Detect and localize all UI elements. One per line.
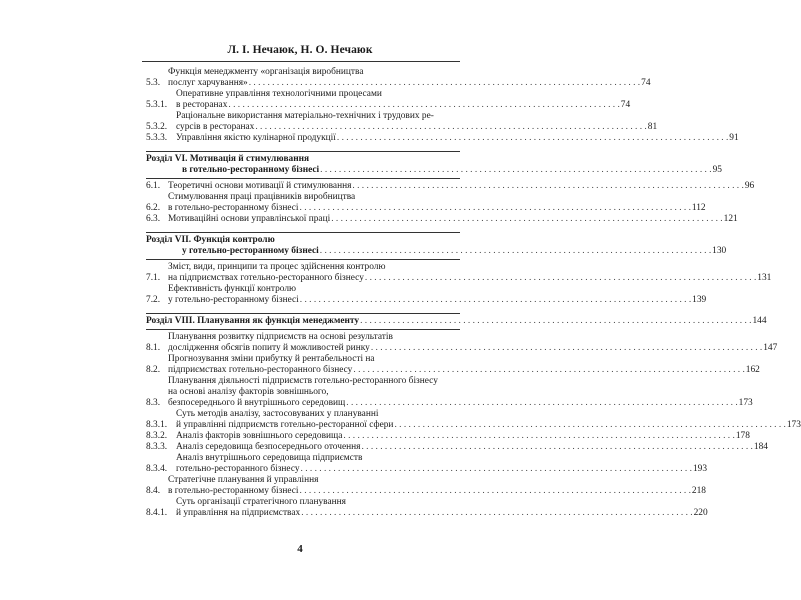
- toc-entry: [146, 475, 706, 497]
- dot-leader: . . . . . . . . . . . . . . . . . . . . . . . . . . . . . . . . . . . . . . . . . . . . . . . . . . . . . . . . . . . . . . . . . . . . . . . . . . . . . . . . . . . .: [336, 133, 729, 143]
- dot-leader: . . . . . . . . . . . . . . . . . . . . . . . . . . . . . . . . . . . . . . . . . . . . . . . . . . . . . . . . . . . . . . . . . . . . . . . . . . . . . . . . . . . .: [346, 398, 738, 408]
- entry-title-line: в ресторанах: [176, 100, 228, 110]
- toc-entry: [146, 442, 768, 453]
- dot-leader: . . . . . . . . . . . . . . . . . . . . . . . . . . . . . . . . . . . . . . . . . . . . . . . . . . . . . . . . . . . . . . . . . . . . . . . . . . . . . . . . . . . .: [353, 365, 745, 375]
- dot-leader: . . . . . . . . . . . . . . . . . . . . . . . . . . . . . . . . . . . . . . . . . . . . . . . . . . . . . . . . . . . . . . . . . . . . . . . . . . . . . . . . . . . .: [370, 343, 763, 353]
- section-gap: [146, 144, 460, 151]
- entry-number: 6.1.: [146, 181, 161, 191]
- entry-title-line: й управління на підприємствах: [176, 508, 301, 518]
- entry-page-number: 178: [735, 431, 750, 441]
- entry-title-line: Теоретичні основи мотивації й стимулювання: [168, 181, 352, 191]
- entry-title-line: Розділ VIII. Планування як функція менеджменту: [146, 316, 360, 326]
- section-rule: [146, 151, 460, 152]
- dot-leader: . . . . . . . . . . . . . . . . . . . . . . . . . . . . . . . . . . . . . . . . . . . . . . . . . . . . . . . . . . . . . . . . . . . . . . . . . . . . . . . . . . . .: [394, 420, 786, 430]
- toc-entry: [146, 409, 801, 431]
- entry-title-line: в готельно-ресторанному бізнесі: [168, 486, 299, 496]
- entry-title-line: Зміст, види, принципи та процес здійснення контролю: [168, 262, 386, 272]
- entry-title-line: Аналіз внутрішнього середовища підприємств: [176, 453, 363, 463]
- entry-title-line: підприємствах готельно-ресторанного бізнесу: [168, 365, 353, 375]
- entry-title-line: Прогнозування зміни прибутку й рентабельності на: [168, 354, 375, 364]
- entry-number: 5.3.: [146, 78, 161, 88]
- entry-page-number: 139: [692, 295, 707, 305]
- entry-number: 8.2.: [146, 365, 161, 375]
- entry-title-line: в готельно-ресторанному бізнесі: [168, 203, 299, 213]
- entry-title-line: дослідження обсягів попиту й можливостей ринку: [168, 343, 370, 353]
- entry-title-line: Мотиваційні основи управлінської праці: [168, 214, 331, 224]
- dot-leader: . . . . . . . . . . . . . . . . . . . . . . . . . . . . . . . . . . . . . . . . . . . . . . . . . . . . . . . . . . . . . . . . . . . . . . . . . . . . . . . . . . . .: [301, 508, 693, 518]
- toc-entry: [146, 111, 658, 133]
- entry-page-number: 112: [691, 203, 706, 213]
- entry-page-number: 173: [738, 398, 753, 408]
- toc-section-entry: [146, 154, 722, 176]
- entry-page-number: 74: [620, 100, 631, 110]
- dot-leader: . . . . . . . . . . . . . . . . . . . . . . . . . . . . . . . . . . . . . . . . . . . . . . . . . . . . . . . . . . . . . . . . . . . . . . . . . . . . . . . . . . . .: [228, 100, 620, 110]
- toc-section-entry: [146, 235, 727, 257]
- toc-entry: [146, 497, 708, 519]
- dot-leader: . . . . . . . . . . . . . . . . . . . . . . . . . . . . . . . . . . . . . . . . . . . . . . . . . . . . . . . . . . . . . . . . . . . . . . . . . . . . . . . . . . . .: [360, 316, 752, 326]
- entry-title-line: готельно-ресторанного бізнесу: [176, 464, 300, 474]
- entry-number: 8.3.3.: [146, 442, 168, 452]
- dot-leader: . . . . . . . . . . . . . . . . . . . . . . . . . . . . . . . . . . . . . . . . . . . . . . . . . . . . . . . . . . . . . . . . . . . . . . . . . . . . . . . . . . . .: [319, 246, 712, 256]
- dot-leader: . . . . . . . . . . . . . . . . . . . . . . . . . . . . . . . . . . . . . . . . . . . . . . . . . . . . . . . . . . . . . . . . . . . . . . . . . . . . . . . . . . . .: [364, 273, 757, 283]
- entry-title-line: безпосереднього й внутрішнього середовищ: [168, 398, 346, 408]
- entry-title-line: у готельно-ресторанному бізнесі: [168, 295, 299, 305]
- entry-page-number: 173: [786, 420, 801, 430]
- toc-entry: [146, 431, 750, 442]
- entry-number: 7.2.: [146, 295, 161, 305]
- running-header: Л. І. Нечаюк, Н. О. Нечаюк: [227, 44, 373, 56]
- toc-entry: [146, 89, 631, 111]
- entry-page-number: 184: [753, 442, 768, 452]
- toc-section-entry: [146, 316, 767, 327]
- entry-title-line: Аналіз факторів зовнішнього середовища: [176, 431, 343, 441]
- toc-entry: [146, 67, 651, 89]
- dot-leader: . . . . . . . . . . . . . . . . . . . . . . . . . . . . . . . . . . . . . . . . . . . . . . . . . . . . . . . . . . . . . . . . . . . . . . . . . . . . . . . . . . . .: [299, 203, 691, 213]
- section-rule: [146, 232, 460, 233]
- entry-number: 8.1.: [146, 343, 161, 353]
- dot-leader: . . . . . . . . . . . . . . . . . . . . . . . . . . . . . . . . . . . . . . . . . . . . . . . . . . . . . . . . . . . . . . . . . . . . . . . . . . . . . . . . . . . .: [331, 214, 723, 224]
- entry-title-line: Аналіз середовища безпосереднього оточення: [176, 442, 361, 452]
- dot-leader: . . . . . . . . . . . . . . . . . . . . . . . . . . . . . . . . . . . . . . . . . . . . . . . . . . . . . . . . . . . . . . . . . . . . . . . . . . . . . . . . . . . .: [352, 181, 744, 191]
- table-of-contents: [146, 67, 801, 519]
- entry-title-line: Суть організації стратегічного планування: [176, 497, 346, 507]
- dot-leader: . . . . . . . . . . . . . . . . . . . . . . . . . . . . . . . . . . . . . . . . . . . . . . . . . . . . . . . . . . . . . . . . . . . . . . . . . . . . . . . . . . . .: [299, 486, 691, 496]
- entry-title-line: Планування діяльності підприємств готельно-ресторанного бізнесу: [168, 376, 438, 386]
- toc-entry: [146, 453, 708, 475]
- entry-title-line: сурсів в ресторанах: [176, 122, 255, 132]
- dot-leader: . . . . . . . . . . . . . . . . . . . . . . . . . . . . . . . . . . . . . . . . . . . . . . . . . . . . . . . . . . . . . . . . . . . . . . . . . . . . . . . . . . . .: [343, 431, 735, 441]
- entry-page-number: 144: [752, 316, 767, 326]
- dot-leader: . . . . . . . . . . . . . . . . . . . . . . . . . . . . . . . . . . . . . . . . . . . . . . . . . . . . . . . . . . . . . . . . . . . . . . . . . . . . . . . . . . . .: [300, 464, 692, 474]
- section-gap: [146, 225, 460, 232]
- entry-page-number: 193: [692, 464, 708, 474]
- dot-leader: . . . . . . . . . . . . . . . . . . . . . . . . . . . . . . . . . . . . . . . . . . . . . . . . . . . . . . . . . . . . . . . . . . . . . . . . . . . . . . . . . . . .: [361, 442, 753, 452]
- entry-page-number: 95: [712, 165, 722, 175]
- entry-number: 6.2.: [146, 203, 161, 213]
- entry-page-number: 96: [744, 181, 755, 191]
- dot-leader: . . . . . . . . . . . . . . . . . . . . . . . . . . . . . . . . . . . . . . . . . . . . . . . . . . . . . . . . . . . . . . . . . . . . . . . . . . . . . . . . . . . .: [320, 165, 712, 175]
- toc-entry: [146, 284, 707, 306]
- entry-page-number: 162: [745, 365, 760, 375]
- entry-number: 8.3.2.: [146, 431, 168, 441]
- entry-number: 8.4.: [146, 486, 161, 496]
- entry-title-line: Стимулювання праці працівників виробництва: [168, 192, 356, 202]
- entry-page-number: 220: [693, 508, 708, 518]
- entry-title-line: й управлінні підприємств готельно-ресторанної сфери: [176, 420, 394, 430]
- header-rule: [142, 61, 460, 62]
- entry-number: 5.3.2.: [146, 122, 168, 132]
- dot-leader: . . . . . . . . . . . . . . . . . . . . . . . . . . . . . . . . . . . . . . . . . . . . . . . . . . . . . . . . . . . . . . . . . . . . . . . . . . . . . . . . . . . .: [255, 122, 647, 132]
- entry-title-line: Планування розвитку підприємств на основі результатів: [168, 332, 393, 342]
- entry-page-number: 218: [691, 486, 706, 496]
- entry-title-line: на підприємствах готельно-ресторанного бізнесу: [168, 273, 364, 283]
- entry-page-number: 131: [757, 273, 772, 283]
- toc-entry: [146, 354, 760, 376]
- dot-leader: . . . . . . . . . . . . . . . . . . . . . . . . . . . . . . . . . . . . . . . . . . . . . . . . . . . . . . . . . . . . . . . . . . . . . . . . . . . . . . . . . . . .: [248, 78, 641, 88]
- section-rule: [146, 178, 460, 179]
- entry-page-number: 121: [723, 214, 738, 224]
- page-number: 4: [297, 543, 303, 555]
- toc-entry: [146, 262, 772, 284]
- entry-title-line: Ефективність функції контролю: [168, 284, 297, 294]
- section-gap: [146, 306, 460, 313]
- entry-title-line: Раціональне використання матеріально-технічних і трудових ре-: [176, 111, 434, 121]
- entry-number: 8.4.1.: [146, 508, 168, 518]
- toc-entry: [146, 181, 755, 192]
- dot-leader: . . . . . . . . . . . . . . . . . . . . . . . . . . . . . . . . . . . . . . . . . . . . . . . . . . . . . . . . . . . . . . . . . . . . . . . . . . . . . . . . . . . .: [299, 295, 692, 305]
- entry-page-number: 130: [712, 246, 727, 256]
- entry-title-line: Розділ VI. Мотивація й стимулювання: [146, 154, 310, 164]
- entry-number: 7.1.: [146, 273, 161, 283]
- toc-entry: [146, 192, 706, 214]
- toc-entry: [146, 376, 753, 409]
- entry-title-line: Функція менеджменту «організація виробництва: [168, 67, 364, 77]
- entry-number: 5.3.1.: [146, 100, 168, 110]
- entry-title-line: Стратегічне планування й управління: [168, 475, 319, 485]
- entry-number: 8.3.4.: [146, 464, 168, 474]
- section-rule: [146, 259, 460, 260]
- entry-title-line: Розділ VII. Функція контролю: [146, 235, 275, 245]
- entry-number: 6.3.: [146, 214, 161, 224]
- entry-title-line: Суть методів аналізу, застосовуваних у плануванні: [176, 409, 379, 419]
- toc-entry: [146, 133, 739, 144]
- entry-page-number: 74: [641, 78, 651, 88]
- entry-page-number: 81: [647, 122, 658, 132]
- entry-number: 5.3.3.: [146, 133, 168, 143]
- entry-title-line: Оперативне управління технологічними процесами: [176, 89, 382, 99]
- entry-title-line: на основі аналізу факторів зовнішнього,: [168, 387, 329, 397]
- toc-entry: [146, 332, 778, 354]
- entry-title-line: в готельно-ресторанному бізнесі: [182, 165, 320, 175]
- entry-title-line: у готельно-ресторанному бізнесі: [182, 246, 319, 256]
- entry-number: 8.3.: [146, 398, 161, 408]
- toc-entry: [146, 214, 738, 225]
- entry-title-line: Управління якістю кулінарної продукції: [176, 133, 336, 143]
- section-rule: [146, 313, 460, 314]
- entry-title-line: послуг харчування»: [168, 78, 248, 88]
- entry-number: 8.3.1.: [146, 420, 168, 430]
- entry-page-number: 147: [763, 343, 778, 353]
- entry-page-number: 91: [729, 133, 739, 143]
- section-rule: [146, 329, 460, 330]
